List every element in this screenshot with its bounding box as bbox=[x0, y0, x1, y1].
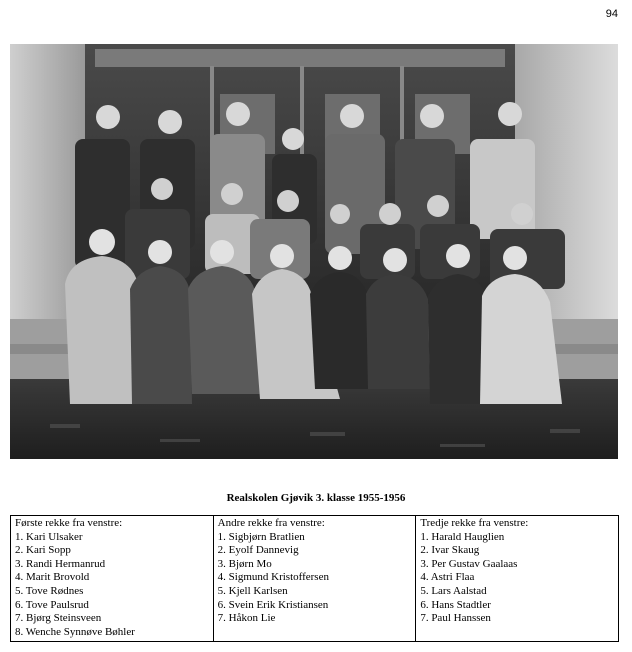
list-item: 6. Svein Erik Kristiansen bbox=[217, 598, 329, 611]
list-item: 3. Bjørn Mo bbox=[217, 557, 272, 570]
list-item: 5. Lars Aalstad bbox=[420, 584, 487, 597]
list-item: 1. Harald Hauglien bbox=[420, 530, 505, 543]
list-item: 4. Astri Flaa bbox=[420, 571, 475, 584]
list-item: 4. Marit Brovold bbox=[15, 571, 90, 584]
list-item: 7. Bjørg Steinsveen bbox=[15, 612, 102, 625]
list-item: 2. Kari Sopp bbox=[15, 544, 71, 557]
list-item: 3. Randi Hermanrud bbox=[15, 557, 106, 570]
list-item: 6. Hans Stadtler bbox=[420, 598, 491, 611]
list-item: 4. Sigmund Kristoffersen bbox=[217, 571, 329, 584]
class-photo bbox=[10, 44, 618, 459]
name-list bbox=[218, 531, 412, 626]
list-item: 5. Kjell Karlsen bbox=[217, 584, 288, 597]
list-item: 2. Ivar Skaug bbox=[420, 544, 480, 557]
table-row bbox=[11, 516, 619, 642]
list-item: 2. Eyolf Dannevig bbox=[217, 544, 299, 557]
column-third-row bbox=[416, 516, 619, 642]
list-item: 7. Håkon Lie bbox=[217, 612, 276, 625]
name-list bbox=[420, 531, 614, 626]
list-item: 5. Tove Rødnes bbox=[15, 584, 84, 597]
list-item: 7. Paul Hanssen bbox=[420, 612, 491, 625]
photo-caption: Realskolen Gjøvik 3. klasse 1955-1956 bbox=[226, 492, 406, 504]
list-item: 1. Kari Ulsaker bbox=[15, 530, 83, 543]
list-item: 6. Tove Paulsrud bbox=[15, 598, 89, 611]
names-table bbox=[10, 515, 619, 642]
column-heading: Første rekke fra venstre: bbox=[15, 517, 123, 529]
name-list bbox=[15, 531, 209, 640]
column-second-row bbox=[213, 516, 416, 642]
column-heading: Tredje rekke fra venstre: bbox=[420, 517, 529, 529]
list-item: 3. Per Gustav Gaalaas bbox=[420, 557, 518, 570]
page-number: 94 bbox=[605, 8, 618, 20]
list-item: 1. Sigbjørn Bratlien bbox=[217, 530, 305, 543]
column-heading: Andre rekke fra venstre: bbox=[217, 517, 325, 529]
column-first-row bbox=[11, 516, 214, 642]
list-item: 8. Wenche Synnøve Bøhler bbox=[15, 625, 135, 638]
